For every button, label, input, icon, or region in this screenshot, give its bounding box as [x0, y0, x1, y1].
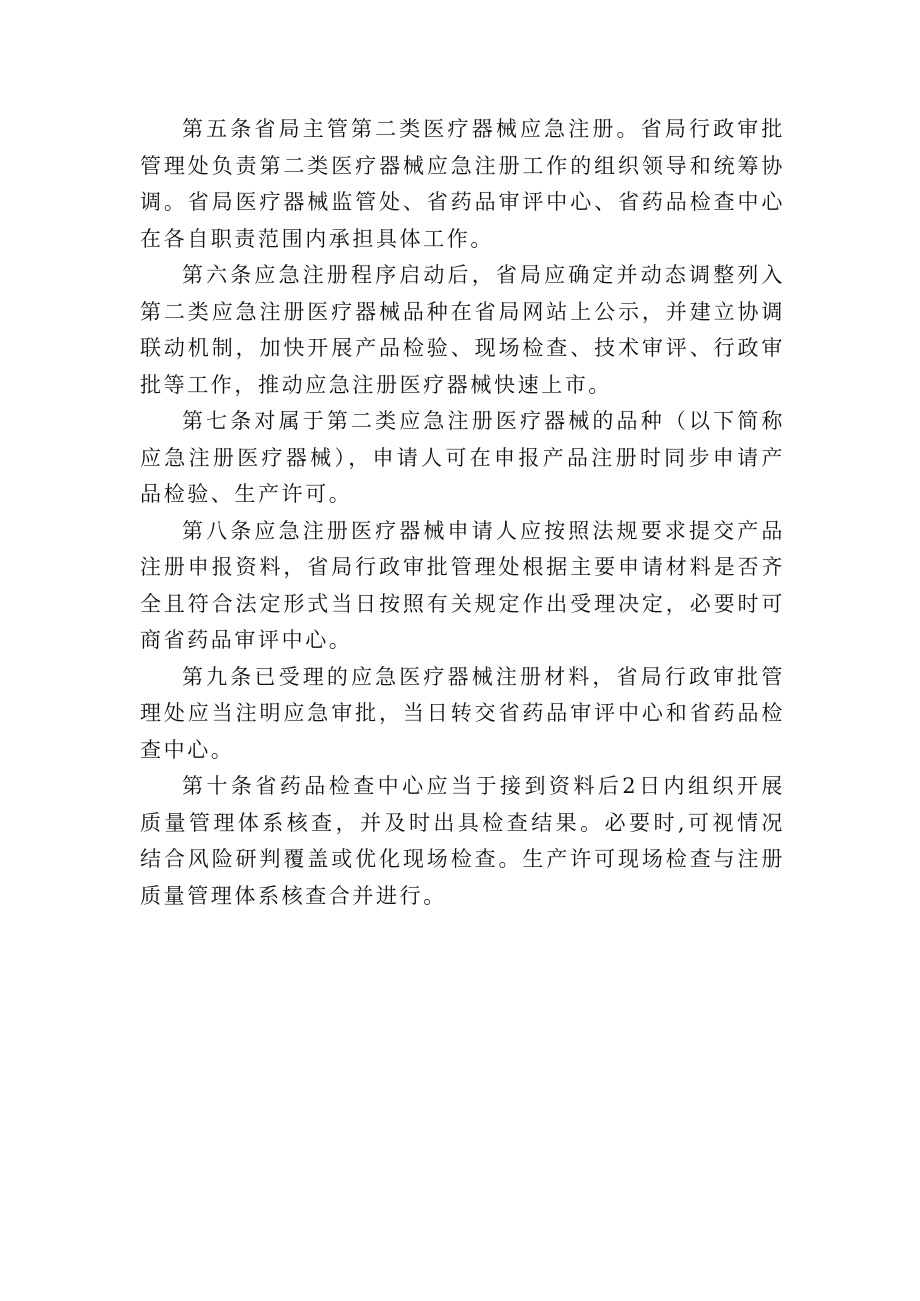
document-page — [140, 111, 785, 914]
article-paragraph-6: 第六条应急注册程序启动后，省局应确定并动态调整列入第二类应急注册医疗器械品种在省局网站上公示，并建立协调联动机制，加快开展产品检验、现场检查、技术审评、行政审批等工作，推动应急注册医疗器械快速上市。 — [140, 263, 785, 397]
article-paragraph-5: 第五条省局主管第二类医疗器械应急注册。省局行政审批管理处负责第二类医疗器械应急注册工作的组织领导和统筹协调。省局医疗器械监管处、省药品审评中心、省药品检查中心在各自职责范围内承担具体工作。 — [140, 117, 785, 251]
article-paragraph-10: 第十条省药品检查中心应当于接到资料后2日内组织开展质量管理体系核查，并及时出具检查结果。必要时,可视情况结合风险研判覆盖或优化现场检查。生产许可现场检查与注册质量管理体系核查合并进行。 — [140, 774, 785, 908]
article-paragraph-7: 第七条对属于第二类应急注册医疗器械的品种（以下简称应急注册医疗器械），申请人可在申报产品注册时同步申请产品检验、生产许可。 — [140, 409, 785, 506]
article-paragraph-8: 第八条应急注册医疗器械申请人应按照法规要求提交产品注册申报资料，省局行政审批管理处根据主要申请材料是否齐全且符合法定形式当日按照有关规定作出受理决定，必要时可商省药品审评中心。 — [140, 518, 785, 652]
article-paragraph-9: 第九条已受理的应急医疗器械注册材料，省局行政审批管理处应当注明应急审批，当日转交省药品审评中心和省药品检查中心。 — [140, 664, 785, 762]
